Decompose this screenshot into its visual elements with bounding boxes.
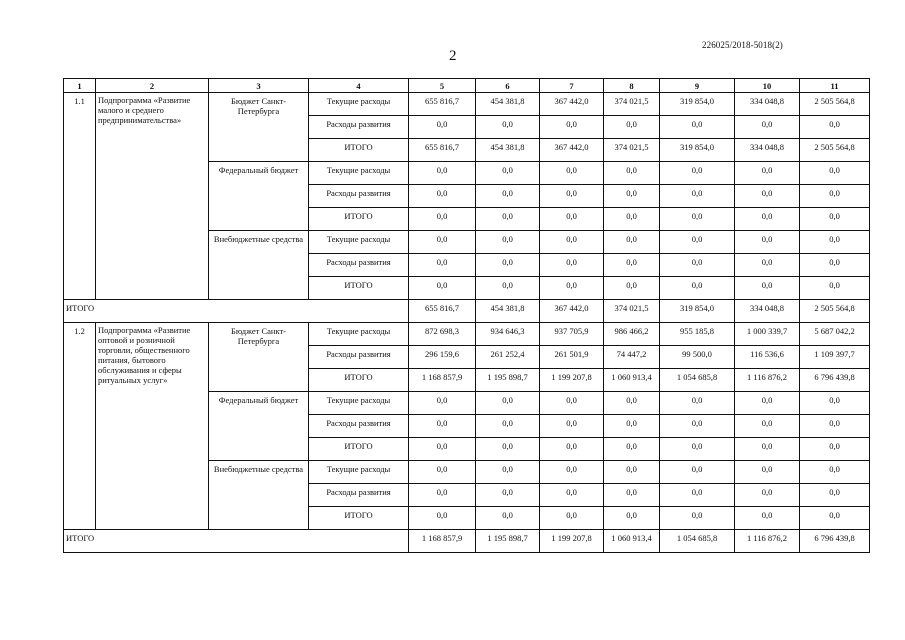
value-cell: 0,0 — [540, 116, 604, 139]
value-cell: 0,0 — [800, 254, 870, 277]
value-cell: 1 116 876,2 — [735, 369, 800, 392]
value-cell: 319 854,0 — [660, 93, 735, 116]
total-value-cell: 655 816,7 — [409, 300, 476, 323]
expense-type: Текущие расходы — [309, 93, 409, 116]
value-cell: 955 185,8 — [660, 323, 735, 346]
total-row — [64, 300, 870, 323]
value-cell: 0,0 — [409, 415, 476, 438]
value-cell: 0,0 — [660, 392, 735, 415]
value-cell: 99 500,0 — [660, 346, 735, 369]
value-cell: 0,0 — [476, 185, 540, 208]
value-cell: 0,0 — [476, 208, 540, 231]
value-cell: 319 854,0 — [660, 139, 735, 162]
value-cell: 0,0 — [735, 277, 800, 300]
page-number: 2 — [449, 48, 457, 64]
value-cell: 0,0 — [800, 162, 870, 185]
value-cell: 1 054 685,8 — [660, 369, 735, 392]
expense-type: Расходы развития — [309, 415, 409, 438]
value-cell: 655 816,7 — [409, 139, 476, 162]
total-value-cell: 1 054 685,8 — [660, 530, 735, 553]
value-cell: 0,0 — [409, 208, 476, 231]
value-cell: 0,0 — [800, 392, 870, 415]
budget-table — [63, 78, 870, 553]
value-cell: 655 816,7 — [409, 93, 476, 116]
value-cell: 0,0 — [800, 461, 870, 484]
value-cell: 334 048,8 — [735, 93, 800, 116]
value-cell: 0,0 — [660, 231, 735, 254]
value-cell: 0,0 — [604, 116, 660, 139]
value-cell: 934 646,3 — [476, 323, 540, 346]
total-label: ИТОГО — [64, 300, 409, 323]
value-cell: 1 060 913,4 — [604, 369, 660, 392]
value-cell: 0,0 — [409, 254, 476, 277]
value-cell: 0,0 — [476, 415, 540, 438]
expense-type: Текущие расходы — [309, 323, 409, 346]
value-cell: 0,0 — [735, 116, 800, 139]
value-cell: 0,0 — [476, 116, 540, 139]
expense-type: Текущие расходы — [309, 461, 409, 484]
value-cell: 0,0 — [660, 208, 735, 231]
value-cell: 374 021,5 — [604, 139, 660, 162]
header-cell: 5 — [409, 79, 476, 93]
value-cell: 0,0 — [604, 162, 660, 185]
value-cell: 0,0 — [800, 185, 870, 208]
value-cell: 0,0 — [735, 392, 800, 415]
value-cell: 261 252,4 — [476, 346, 540, 369]
header-cell: 8 — [604, 79, 660, 93]
total-value-cell: 1 060 913,4 — [604, 530, 660, 553]
value-cell: 0,0 — [409, 231, 476, 254]
value-cell: 0,0 — [735, 162, 800, 185]
expense-type: ИТОГО — [309, 277, 409, 300]
value-cell: 296 159,6 — [409, 346, 476, 369]
value-cell: 0,0 — [476, 392, 540, 415]
expense-type: ИТОГО — [309, 208, 409, 231]
value-cell: 986 466,2 — [604, 323, 660, 346]
funding-source: Федеральный бюджет — [209, 162, 309, 231]
funding-source: Бюджет Санкт-Петербурга — [209, 93, 309, 162]
value-cell: 0,0 — [604, 392, 660, 415]
value-cell: 2 505 564,8 — [800, 93, 870, 116]
value-cell: 0,0 — [540, 208, 604, 231]
expense-type: Текущие расходы — [309, 392, 409, 415]
value-cell: 0,0 — [735, 415, 800, 438]
value-cell: 0,0 — [660, 254, 735, 277]
value-cell: 0,0 — [604, 277, 660, 300]
value-cell: 0,0 — [409, 277, 476, 300]
value-cell: 0,0 — [800, 208, 870, 231]
value-cell: 454 381,8 — [476, 93, 540, 116]
value-cell: 367 442,0 — [540, 93, 604, 116]
total-value-cell: 454 381,8 — [476, 300, 540, 323]
value-cell: 0,0 — [800, 116, 870, 139]
header-cell: 11 — [800, 79, 870, 93]
value-cell: 0,0 — [540, 254, 604, 277]
value-cell: 937 705,9 — [540, 323, 604, 346]
value-cell: 0,0 — [800, 484, 870, 507]
value-cell: 0,0 — [409, 484, 476, 507]
value-cell: 0,0 — [800, 277, 870, 300]
value-cell: 0,0 — [800, 231, 870, 254]
value-cell: 872 698,3 — [409, 323, 476, 346]
value-cell: 0,0 — [409, 185, 476, 208]
expense-type: ИТОГО — [309, 507, 409, 530]
funding-source: Внебюджетные средства — [209, 461, 309, 530]
header-cell: 7 — [540, 79, 604, 93]
expense-type: Расходы развития — [309, 484, 409, 507]
total-value-cell: 319 854,0 — [660, 300, 735, 323]
expense-type: Расходы развития — [309, 254, 409, 277]
value-cell: 0,0 — [604, 208, 660, 231]
value-cell: 5 687 042,2 — [800, 323, 870, 346]
header-row — [64, 79, 870, 93]
value-cell: 0,0 — [409, 461, 476, 484]
value-cell: 0,0 — [660, 185, 735, 208]
expense-type: Текущие расходы — [309, 231, 409, 254]
total-value-cell: 1 199 207,8 — [540, 530, 604, 553]
total-value-cell: 1 195 898,7 — [476, 530, 540, 553]
value-cell: 0,0 — [476, 162, 540, 185]
total-value-cell: 1 168 857,9 — [409, 530, 476, 553]
value-cell: 0,0 — [660, 116, 735, 139]
value-cell: 0,0 — [735, 208, 800, 231]
value-cell: 261 501,9 — [540, 346, 604, 369]
value-cell: 334 048,8 — [735, 139, 800, 162]
value-cell: 0,0 — [476, 254, 540, 277]
value-cell: 0,0 — [604, 231, 660, 254]
value-cell: 0,0 — [735, 507, 800, 530]
header-cell: 10 — [735, 79, 800, 93]
value-cell: 0,0 — [540, 185, 604, 208]
value-cell: 0,0 — [735, 438, 800, 461]
table-row — [64, 323, 870, 346]
value-cell: 0,0 — [476, 461, 540, 484]
funding-source: Федеральный бюджет — [209, 392, 309, 461]
value-cell: 0,0 — [409, 162, 476, 185]
value-cell: 0,0 — [409, 438, 476, 461]
expense-type: ИТОГО — [309, 438, 409, 461]
value-cell: 0,0 — [604, 507, 660, 530]
value-cell: 0,0 — [660, 461, 735, 484]
value-cell: 0,0 — [660, 162, 735, 185]
value-cell: 0,0 — [660, 438, 735, 461]
value-cell: 1 109 397,7 — [800, 346, 870, 369]
value-cell: 0,0 — [660, 277, 735, 300]
total-value-cell: 1 116 876,2 — [735, 530, 800, 553]
header-cell: 3 — [209, 79, 309, 93]
value-cell: 374 021,5 — [604, 93, 660, 116]
value-cell: 0,0 — [660, 484, 735, 507]
value-cell: 0,0 — [604, 415, 660, 438]
value-cell: 0,0 — [540, 438, 604, 461]
expense-type: Текущие расходы — [309, 162, 409, 185]
expense-type: Расходы развития — [309, 116, 409, 139]
expense-type: Расходы развития — [309, 185, 409, 208]
value-cell: 0,0 — [800, 415, 870, 438]
value-cell: 1 195 898,7 — [476, 369, 540, 392]
header-cell: 2 — [96, 79, 209, 93]
header-cell: 9 — [660, 79, 735, 93]
value-cell: 0,0 — [476, 277, 540, 300]
expense-type: Расходы развития — [309, 346, 409, 369]
header-cell: 6 — [476, 79, 540, 93]
program-name: Подпрограмма «Развитие малого и среднего предпринимательства» — [96, 93, 209, 300]
row-number: 1.2 — [64, 323, 96, 530]
value-cell: 0,0 — [476, 438, 540, 461]
value-cell: 0,0 — [604, 461, 660, 484]
value-cell: 0,0 — [476, 231, 540, 254]
row-number: 1.1 — [64, 93, 96, 300]
value-cell: 0,0 — [604, 438, 660, 461]
value-cell: 0,0 — [409, 116, 476, 139]
value-cell: 0,0 — [735, 231, 800, 254]
document-number: 226025/2018-5018(2) — [702, 40, 783, 50]
value-cell: 0,0 — [604, 484, 660, 507]
value-cell: 0,0 — [735, 484, 800, 507]
total-value-cell: 6 796 439,8 — [800, 530, 870, 553]
value-cell: 0,0 — [540, 277, 604, 300]
value-cell: 1 000 339,7 — [735, 323, 800, 346]
value-cell: 0,0 — [540, 484, 604, 507]
value-cell: 0,0 — [409, 507, 476, 530]
value-cell: 116 536,6 — [735, 346, 800, 369]
header-cell: 1 — [64, 79, 96, 93]
value-cell: 0,0 — [735, 461, 800, 484]
value-cell: 0,0 — [540, 415, 604, 438]
value-cell: 0,0 — [540, 507, 604, 530]
value-cell: 454 381,8 — [476, 139, 540, 162]
value-cell: 0,0 — [735, 185, 800, 208]
value-cell: 1 168 857,9 — [409, 369, 476, 392]
value-cell: 0,0 — [476, 507, 540, 530]
value-cell: 0,0 — [409, 392, 476, 415]
value-cell: 0,0 — [540, 162, 604, 185]
value-cell: 0,0 — [735, 254, 800, 277]
expense-type: ИТОГО — [309, 369, 409, 392]
value-cell: 0,0 — [476, 484, 540, 507]
total-label: ИТОГО — [64, 530, 409, 553]
value-cell: 74 447,2 — [604, 346, 660, 369]
expense-type: ИТОГО — [309, 139, 409, 162]
value-cell: 367 442,0 — [540, 139, 604, 162]
total-value-cell: 334 048,8 — [735, 300, 800, 323]
funding-source: Внебюджетные средства — [209, 231, 309, 300]
value-cell: 0,0 — [540, 231, 604, 254]
table-row — [64, 93, 870, 116]
value-cell: 0,0 — [540, 461, 604, 484]
total-value-cell: 374 021,5 — [604, 300, 660, 323]
value-cell: 6 796 439,8 — [800, 369, 870, 392]
total-value-cell: 2 505 564,8 — [800, 300, 870, 323]
value-cell: 2 505 564,8 — [800, 139, 870, 162]
total-row — [64, 530, 870, 553]
value-cell: 0,0 — [800, 507, 870, 530]
value-cell: 0,0 — [540, 392, 604, 415]
program-name: Подпрограмма «Развитие оптовой и розничной торговли, общественного питания, бытового обслуживания и сферы ритуальных услуг» — [96, 323, 209, 530]
value-cell: 0,0 — [660, 507, 735, 530]
value-cell: 0,0 — [660, 415, 735, 438]
header-cell: 4 — [309, 79, 409, 93]
value-cell: 0,0 — [604, 254, 660, 277]
value-cell: 1 199 207,8 — [540, 369, 604, 392]
total-value-cell: 367 442,0 — [540, 300, 604, 323]
value-cell: 0,0 — [604, 185, 660, 208]
value-cell: 0,0 — [800, 438, 870, 461]
funding-source: Бюджет Санкт-Петербурга — [209, 323, 309, 392]
